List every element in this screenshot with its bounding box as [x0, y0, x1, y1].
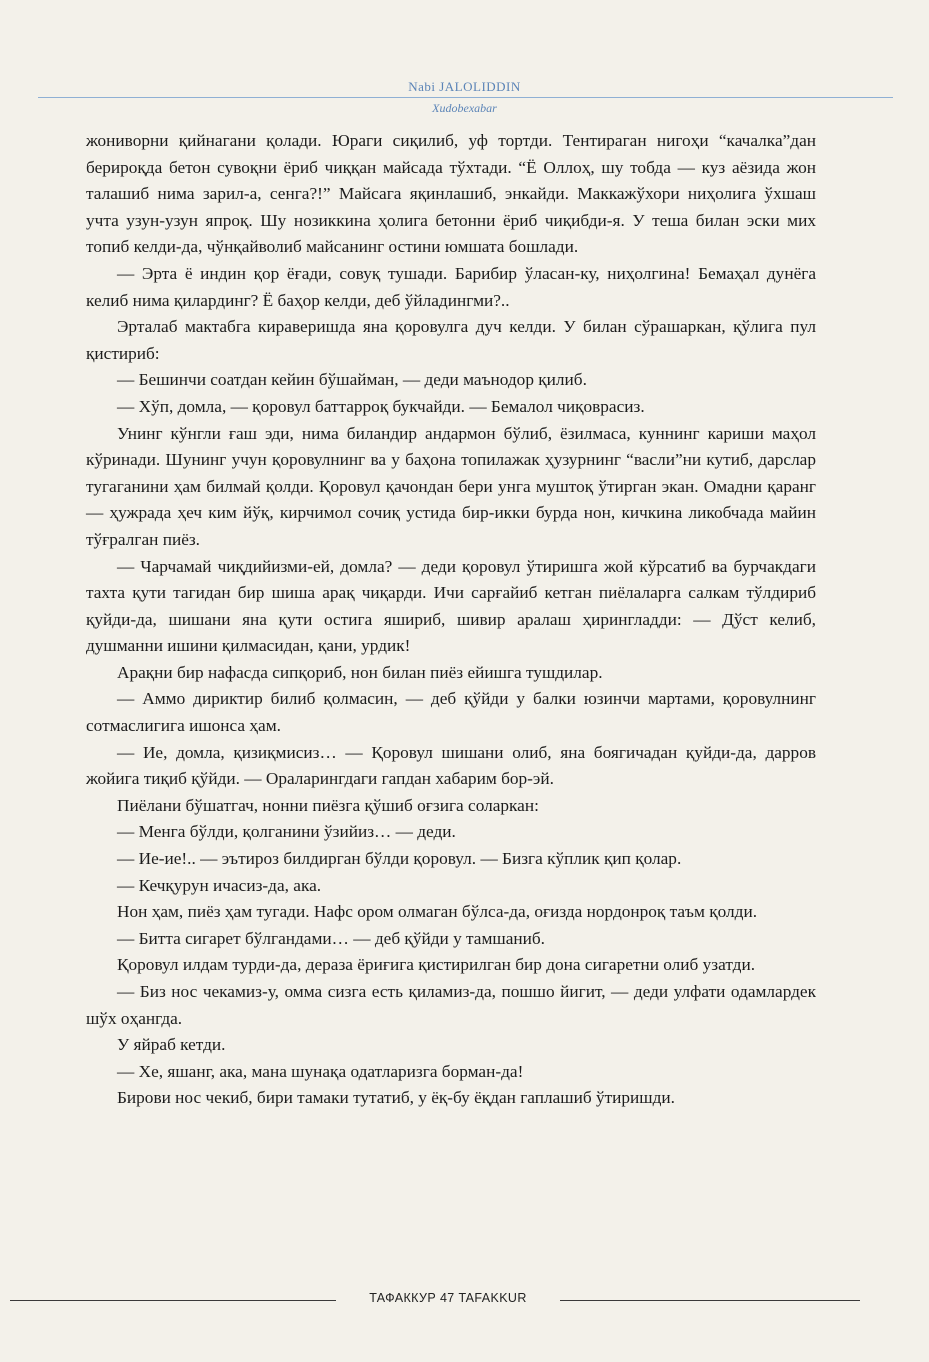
paragraph: — Хе, яшанг, ака, мана шунақа одатларизга борман-да!	[117, 1061, 524, 1081]
paragraph: — Эрта ё индин қор ёғади, совуқ тушади. Барибир ўласан-ку, ниҳолгина! Бемаҳал дунёга келиб нима қилардинг? Ё баҳор келди, деб ўйладингми?..	[86, 263, 816, 310]
page-footer	[0, 1290, 929, 1310]
footer-page-number: ТАФАККУР 47 TAFAKKUR	[369, 1291, 527, 1305]
paragraph: — Кечқурун ичасиз-да, ака.	[117, 875, 322, 895]
author-name: Nabi JALOLIDDIN	[408, 79, 521, 94]
paragraph: Пиёлани бўшатгач, нонни пиёзга қўшиб оғзига соларкан:	[117, 795, 539, 815]
paragraph: У яйраб кетди.	[117, 1035, 226, 1055]
paragraph: — Чарчамай чиқдийизми-ей, домла? — деди қоровул ўтиришга жой кўрсатиб ва бурчакдаги тахта қути тагидан бир шиша арақ чиқарди. Ичи сарғайиб кетган пиёлаларга салкам тўлдириб қуйди-да, шишани яна қути остига яшириб, шивир аралаш ҳирингладди: — Дўст келиб, душманни ишини қилмасидан, қани, урдик!	[86, 556, 816, 656]
paragraph: — Хўп, домла, — қоровул баттарроқ букчайди. — Бемалол чиқоврасиз.	[117, 396, 645, 416]
story-title: Xudobexabar	[432, 101, 497, 115]
paragraph: Унинг кўнгли ғаш эди, нима биландир андармон бўлиб, ёзилмаса, куннинг кариши маҳол кўринади. Шунинг учун қоровулнинг ва у баҳона топилажак ҳузурнинг “васли”ни кутиб, дарслар тугаганини ҳам билмай қолди. Қоровул қачондан бери унга муштоқ ўтирган экан. Омадни қаранг — ҳужрада ҳеч ким йўқ, кирчимол сочиқ устида бир-икки бурда нон, кичкина ликобчада майин тўғралган пиёз.	[86, 423, 816, 549]
paragraph: Бирови нос чекиб, бири тамаки тутатиб, у ёқ-бу ёқдан гаплашиб ўтиришди.	[117, 1088, 675, 1108]
paragraph: Эрталаб мактабга кираверишда яна қоровулга дуч келди. У билан сўрашаркан, қўлига пул қистириб:	[86, 317, 816, 363]
header-divider	[38, 97, 893, 98]
paragraph: — Ие-ие!.. — эътироз билдирган бўлди қоровул. — Бизга кўплик қип қолар.	[117, 849, 682, 869]
paragraph: жониворни қийнагани қолади. Юраги сиқилиб, уф тортди. Тентираган нигоҳи “качалка”дан берироқда бетон сувоқни ёриб чиққан майсада тўхтади. “Ё Оллоҳ, шу тобда — куз аёзида жон талашиб нима зарил-а, сенга?!” Майсага яқинлашиб, энкайди. Маккажўхори ниҳолига ўхшаш учта узун-узун япроқ. Шу нозиккина ҳолига бетонни ёриб чиқибди-я. У теша билан эски мих топиб келди-да, чўнқайволиб майсанинг остини юмшата бошлади.	[86, 131, 816, 257]
paragraph: Арақни бир нафасда сипқориб, нон билан пиёз ейишга тушдилар.	[117, 662, 603, 682]
paragraph: — Аммо дириктир билиб қолмасин, — деб қўйди у балки юзинчи мартами, қоровулнинг сотмаслигига ишонса ҳам.	[86, 689, 816, 736]
paragraph: — Битта сигарет бўлгандами… — деб қўйди у тамшаниб.	[117, 928, 545, 948]
paragraph: — Биз нос чекамиз-у, омма сизга есть қиламиз-да, пошшо йигит, — деди улфати одамлардек шўх оҳангда.	[86, 982, 816, 1028]
paragraph: — Бешинчи соатдан кейин бўшайман, — деди маънодор қилиб.	[117, 370, 587, 390]
footer-rule-right	[560, 1300, 860, 1301]
paragraph: — Ие, домла, қизиқмисиз… — Қоровул шишани олиб, яна боягичадан қуйди-да, дарров жойига тиқиб қўйди. — Ораларингдаги гапдан хабарим бор-эй.	[86, 742, 816, 789]
paragraph: Қоровул илдам турди-да, дераза ёриғига қистирилган бир дона сигаретни олиб узатди.	[117, 955, 756, 975]
body-text	[86, 128, 816, 1112]
paragraph: Нон ҳам, пиёз ҳам тугади. Нафс ором олмаган бўлса-да, оғизда нордонроқ таъм қолди.	[117, 902, 758, 922]
footer-rule-left	[10, 1300, 336, 1301]
paragraph: — Менга бўлди, қолганини ўзийиз… — деди.	[117, 822, 456, 842]
